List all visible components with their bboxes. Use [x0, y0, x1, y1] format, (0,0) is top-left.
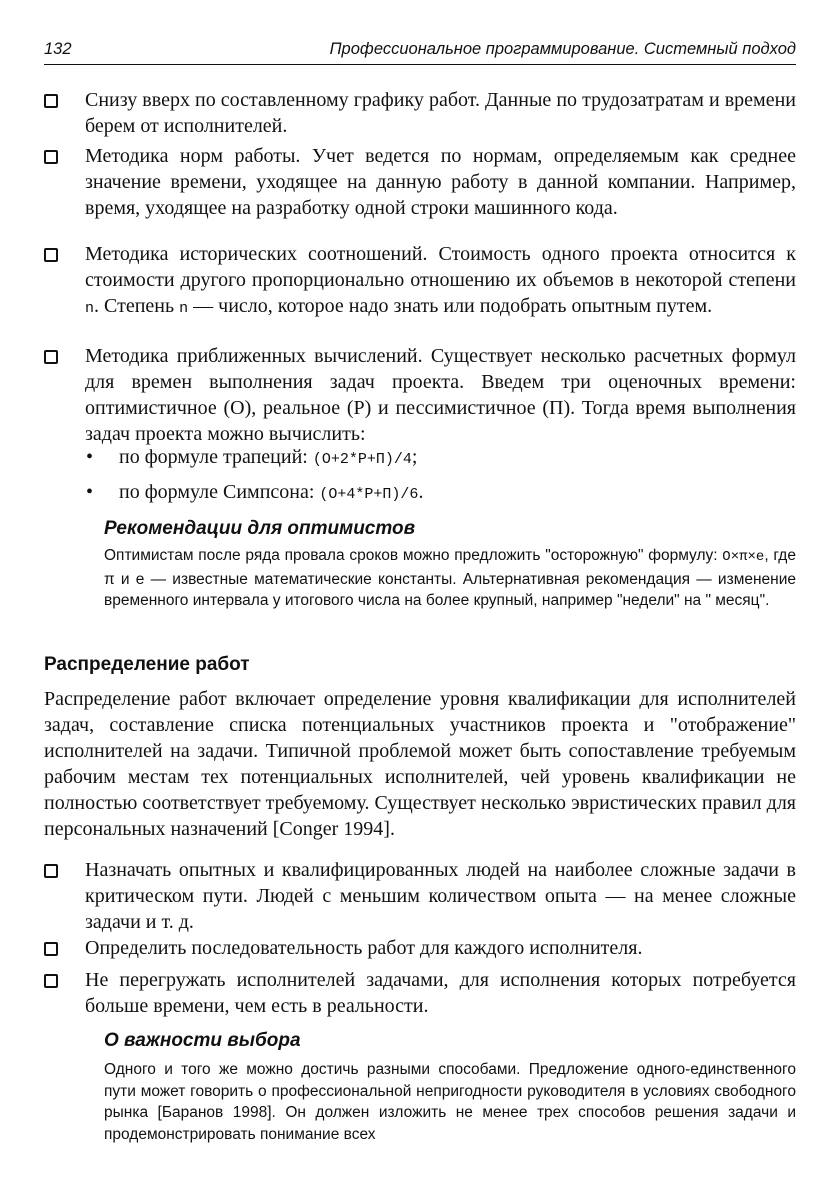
list-item-text: Определить последовательность работ для каждого исполнителя. [85, 937, 643, 959]
code-variable: n [85, 300, 95, 317]
bullet-dot-icon: • [86, 481, 94, 503]
checkbox-bullet-icon [44, 94, 58, 108]
formula: (O+2*P+П)/4 [312, 451, 412, 468]
list-item [44, 87, 796, 139]
list-item-text: Снизу вверх по составленному графику работ. Данные по трудозатратам и времени берем от исполнителей. [85, 89, 796, 137]
list-item-text: Методика норм работы. Учет ведется по нормам, определяемым как среднее значение времени, уходящее на данную работу в данной компании. Например, время, уходящее на разработку одной строки машинного кода. [85, 145, 796, 219]
sub-list-item-text [119, 479, 423, 508]
checkbox-bullet-icon [44, 864, 58, 878]
running-title: Профессиональное программирование. Системный подход [329, 40, 796, 58]
checkbox-bullet-icon [44, 150, 58, 164]
formula: (O+4*P+П)/6 [319, 486, 419, 503]
code-variable: n [179, 300, 189, 317]
list-item [44, 967, 796, 1019]
text-segment: по формуле Симпсона: [119, 481, 320, 503]
running-header [44, 40, 796, 65]
section-heading: Распределение работ [44, 654, 250, 675]
text-segment: , где π и e — известные математические константы. Альтернативная рекомендация — изменение временного интервала у итогового числа на более крупный, например "недели" на " месяц". [104, 547, 796, 609]
text-segment: Оптимистам после ряда провала сроков можно предложить "осторожную" формулу: [104, 547, 723, 564]
checkbox-bullet-icon [44, 942, 58, 956]
text-segment: Методика исторических соотношений. Стоимость одного проекта относится к стоимости другого пропорционально отношению их объемов в некоторой степени [85, 243, 796, 291]
note-title: Рекомендации для оптимистов [104, 518, 416, 539]
sub-list-item [86, 479, 796, 505]
list-item-text: Не перегружать исполнителей задачами, для исполнения которых потребуется больше времени, чем есть в реальности. [85, 969, 796, 1017]
list-item-text [85, 241, 796, 322]
page-number: 132 [44, 40, 72, 58]
text-segment: . [418, 481, 424, 503]
note-body [104, 545, 796, 612]
text-segment: — число, которое надо знать или подобрать опытным путем. [188, 295, 713, 317]
list-item [44, 935, 796, 961]
note-body: Одного и того же можно достичь разными способами. Предложение одного-единственного пути может говорить о профессиональной непригодности руководителя в условиях свободного рынка [Баранов 1998]. Он должен изложить не менее трех способов решения задачи и продемонстрировать понимание всех [104, 1061, 796, 1143]
list-item [44, 241, 796, 345]
sub-list-item [86, 444, 796, 470]
checkbox-bullet-icon [44, 248, 58, 262]
list-item [44, 143, 796, 247]
sub-list-item-text [119, 444, 417, 473]
section-paragraph: Распределение работ включает определение уровня квалификации для исполнителей задач, составление списка потенциальных участников проекта и "отображение" исполнителей на задачи. Типичной проблемой может быть сопоставление требуемым рабочим местам тех потенциальных исполнителей, чей уровень квалификации не полностью соответствует требуемому. Существует несколько эвристических правил для персональных назначений [Conger 1994]. [44, 688, 796, 840]
bullet-dot-icon: • [86, 446, 94, 468]
list-item [44, 857, 796, 935]
list-item-text: Методика приближенных вычислений. Существует несколько расчетных формул для времен выполнения задач проекта. Введем три оценочных времени: оптимистичное (О), реальное (Р) и пессимистичное (П). Тогда время выполнения задач проекта можно вычислить: [85, 345, 796, 445]
list-item-text: Назначать опытных и квалифицированных людей на наиболее сложные задачи в критическом пути. Людей с меньшим количеством опыта — на менее сложные задачи и т. д. [85, 859, 796, 933]
text-segment: по формуле трапеций: [119, 446, 313, 468]
checkbox-bullet-icon [44, 974, 58, 988]
note-title: О важности выбора [104, 1030, 301, 1051]
checkbox-bullet-icon [44, 350, 58, 364]
formula: O×π×e [722, 549, 765, 565]
text-segment: . Степень [94, 295, 180, 317]
text-segment: ; [411, 446, 418, 468]
list-item [44, 343, 796, 447]
